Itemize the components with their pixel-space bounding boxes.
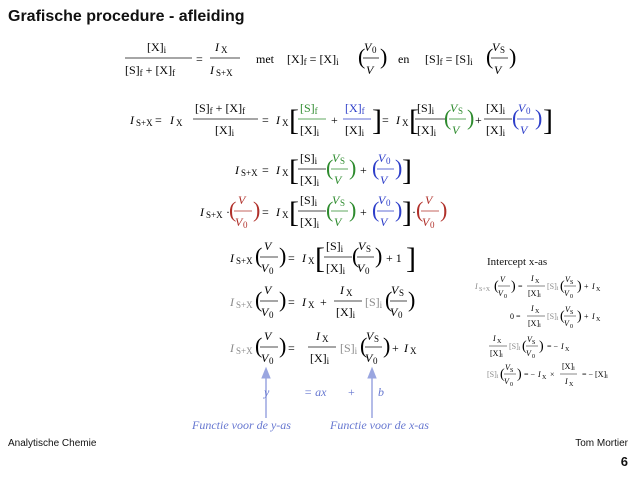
svg-text:V: V <box>378 151 386 165</box>
svg-text:S: S <box>570 310 574 316</box>
svg-text:): ) <box>253 197 261 222</box>
caption-x-axis: Functie voor de x-as <box>330 418 429 432</box>
svg-text:): ) <box>408 287 416 312</box>
intercept-derivation <box>474 274 608 388</box>
svg-text:[S]i: [S]i <box>340 341 358 356</box>
svg-text:[X]f = [X]i: [X]f = [X]i <box>287 52 339 67</box>
svg-text:+: + <box>320 295 327 309</box>
svg-text:I: I <box>276 113 280 127</box>
svg-text:): ) <box>349 155 357 180</box>
svg-text:): ) <box>383 333 391 358</box>
svg-text:0: 0 <box>269 356 274 366</box>
svg-text:[X]i: [X]i <box>345 123 365 138</box>
svg-text:(: ( <box>360 333 368 358</box>
svg-text:I: I <box>396 113 400 127</box>
equation-definition <box>125 40 516 78</box>
svg-text:X: X <box>542 375 547 381</box>
def-num: [X]i <box>147 40 167 55</box>
svg-text:V: V <box>366 63 374 77</box>
svg-text:[: [ <box>315 242 325 275</box>
svg-text:(: ( <box>486 44 494 69</box>
svg-text:0: 0 <box>570 324 573 330</box>
svg-text:V: V <box>518 101 526 115</box>
svg-text:(: ( <box>500 367 505 382</box>
page-number: 6 <box>620 454 628 469</box>
svg-text:=: = <box>262 113 269 127</box>
svg-text:X: X <box>596 287 601 293</box>
equation-row-6 <box>229 283 415 320</box>
svg-text:V: V <box>527 335 532 344</box>
svg-text:V: V <box>564 319 569 328</box>
equation-row-2 <box>129 101 553 138</box>
svg-text:[S]i: [S]i <box>365 295 383 310</box>
svg-text:V: V <box>332 151 340 165</box>
svg-text:I: I <box>592 312 595 321</box>
footer-author: Tom Mortier <box>575 438 628 449</box>
en-label: en <box>398 52 410 66</box>
svg-text:I: I <box>170 113 174 127</box>
svg-text:·: · <box>412 205 416 219</box>
svg-text:X: X <box>282 168 289 178</box>
svg-text:0 =: 0 = <box>510 312 521 321</box>
caption-y-axis: Functie voor de y-as <box>192 418 291 432</box>
equation-row-4 <box>199 193 447 230</box>
svg-text:[S]i: [S]i <box>547 282 559 292</box>
svg-text:]: ] <box>402 196 412 229</box>
svg-text:V: V <box>492 40 500 54</box>
svg-text:[S]i: [S]i <box>300 193 318 208</box>
svg-text:I: I <box>276 205 280 219</box>
svg-text:): ) <box>279 243 287 268</box>
svg-text:y: y <box>264 385 270 399</box>
svg-text:V: V <box>450 101 458 115</box>
svg-text:I: I <box>592 282 595 291</box>
svg-text:X: X <box>596 317 601 323</box>
svg-text:=: = <box>382 113 389 127</box>
svg-text:0: 0 <box>386 156 391 166</box>
svg-text:): ) <box>539 339 544 354</box>
svg-text:V: V <box>364 40 372 54</box>
svg-text:X: X <box>322 334 329 344</box>
svg-text:): ) <box>279 287 287 312</box>
svg-text:0: 0 <box>510 382 513 388</box>
svg-text:(: ( <box>326 197 334 222</box>
svg-text:0: 0 <box>269 266 274 276</box>
svg-text:[: [ <box>409 104 419 137</box>
svg-text:S: S <box>366 244 372 254</box>
svg-text:×: × <box>550 370 555 379</box>
svg-text:[X]i: [X]i <box>300 123 320 138</box>
svg-text:I: I <box>215 40 219 54</box>
svg-text:0: 0 <box>398 310 403 320</box>
svg-text:I: I <box>531 304 534 313</box>
svg-text:S+X: S+X <box>236 300 253 310</box>
svg-text:(: ( <box>326 155 334 180</box>
svg-text:V: V <box>357 261 365 275</box>
svg-text:I: I <box>561 342 564 351</box>
svg-text:X: X <box>535 309 540 315</box>
svg-text:V: V <box>334 215 342 229</box>
svg-text:+ 1: + 1 <box>386 251 402 265</box>
svg-text:S: S <box>458 106 464 116</box>
svg-text:[: [ <box>289 104 299 137</box>
svg-text:]: ] <box>372 104 382 137</box>
svg-text:): ) <box>440 197 448 222</box>
svg-text:0: 0 <box>373 356 378 366</box>
svg-text:=: = <box>262 163 269 177</box>
svg-text:X: X <box>308 256 315 266</box>
svg-text:S: S <box>532 340 536 346</box>
svg-text:): ) <box>511 279 516 294</box>
svg-text:S: S <box>500 45 506 55</box>
equation-row-5 <box>229 239 416 276</box>
equation-row-3 <box>234 151 412 188</box>
svg-text:V: V <box>358 239 366 253</box>
svg-text:S: S <box>510 368 514 374</box>
svg-text:S+X: S+X <box>136 118 153 128</box>
svg-text:X: X <box>535 279 540 285</box>
intercept-label: Intercept x-as <box>487 256 548 268</box>
svg-text:S+X: S+X <box>241 168 258 178</box>
svg-text:[S]f + [X]f: [S]f + [X]f <box>125 63 176 78</box>
met-label: met <box>256 52 274 66</box>
svg-text:V: V <box>520 123 528 137</box>
svg-text:·: · <box>226 205 230 219</box>
svg-text:(: ( <box>229 197 237 222</box>
svg-text:S: S <box>340 156 346 166</box>
svg-text:I: I <box>230 251 234 265</box>
svg-text:V: V <box>565 275 570 284</box>
svg-text:[X]i: [X]i <box>326 261 346 276</box>
svg-text:V: V <box>334 173 342 187</box>
svg-text:V: V <box>366 329 374 343</box>
svg-text:V: V <box>391 283 399 297</box>
svg-text:[S]i: [S]i <box>547 312 559 322</box>
svg-text:[: [ <box>289 154 299 187</box>
svg-text:I: I <box>302 251 306 265</box>
svg-text:= ax: = ax <box>304 385 327 399</box>
svg-text:[X]i: [X]i <box>300 215 320 230</box>
svg-text:[S]i: [S]i <box>509 342 521 352</box>
svg-text:=: = <box>288 251 295 265</box>
svg-text:S+X: S+X <box>236 256 253 266</box>
svg-text:[X]i: [X]i <box>300 173 320 188</box>
svg-text:V: V <box>505 363 510 372</box>
svg-text:[S]i: [S]i <box>300 151 318 166</box>
svg-text:V: V <box>332 193 340 207</box>
svg-text:(: ( <box>522 339 527 354</box>
svg-text:): ) <box>279 333 287 358</box>
svg-text:(: ( <box>560 279 565 294</box>
svg-text:0: 0 <box>570 294 573 300</box>
svg-text:V: V <box>380 173 388 187</box>
svg-text:= − [X]i: = − [X]i <box>582 370 608 380</box>
svg-text:+: + <box>392 341 399 355</box>
svg-text:I: I <box>340 283 344 297</box>
svg-text:): ) <box>517 367 522 382</box>
svg-text:(: ( <box>255 243 263 268</box>
svg-text:S+X: S+X <box>216 68 233 78</box>
svg-text:V: V <box>526 349 531 358</box>
svg-text:I: I <box>276 163 280 177</box>
svg-text:(: ( <box>372 197 380 222</box>
svg-text:V: V <box>261 351 269 365</box>
svg-text:V: V <box>425 193 433 207</box>
svg-text:V: V <box>390 305 398 319</box>
svg-text:I: I <box>493 334 496 343</box>
svg-text:V: V <box>452 123 460 137</box>
svg-text:): ) <box>349 197 357 222</box>
svg-text:X: X <box>410 346 417 356</box>
svg-text:[S]i: [S]i <box>326 239 344 254</box>
svg-text:S: S <box>374 334 380 344</box>
svg-text:X: X <box>346 288 353 298</box>
svg-text:+: + <box>348 385 355 399</box>
svg-text:]: ] <box>543 104 553 137</box>
svg-text:I: I <box>130 113 134 127</box>
svg-text:I: I <box>235 163 239 177</box>
svg-text:V: V <box>261 305 269 319</box>
svg-text:V: V <box>498 289 503 298</box>
svg-text:(: ( <box>560 309 565 324</box>
svg-text:): ) <box>395 155 403 180</box>
svg-text:I: I <box>404 341 408 355</box>
svg-text:X: X <box>221 45 228 55</box>
page-title: Grafische procedure - afleiding <box>8 8 245 25</box>
svg-text:S: S <box>340 198 346 208</box>
svg-text:0: 0 <box>532 354 535 360</box>
svg-text:[: [ <box>289 196 299 229</box>
svg-text:0: 0 <box>269 310 274 320</box>
svg-text:I: I <box>230 341 234 355</box>
svg-text:I: I <box>316 329 320 343</box>
svg-text:[S]i: [S]i <box>417 101 435 116</box>
svg-text:V: V <box>504 377 509 386</box>
svg-text:I: I <box>302 295 306 309</box>
svg-text:(: ( <box>416 197 424 222</box>
svg-text:S+X: S+X <box>479 287 491 293</box>
svg-text:= −: = − <box>524 370 536 379</box>
svg-text:+: + <box>475 113 482 127</box>
svg-text:I: I <box>538 370 541 379</box>
svg-text:): ) <box>395 197 403 222</box>
svg-text:[X]i: [X]i <box>336 305 356 320</box>
svg-text:V: V <box>264 239 272 253</box>
svg-text:=: = <box>288 341 295 355</box>
svg-text:V: V <box>264 283 272 297</box>
svg-text:X: X <box>565 347 570 353</box>
svg-text:0: 0 <box>386 198 391 208</box>
svg-text:X: X <box>176 118 183 128</box>
svg-text:=: = <box>518 282 523 291</box>
svg-text:(: ( <box>494 279 499 294</box>
svg-text:[X]i: [X]i <box>528 289 541 299</box>
footer-course: Analytische Chemie <box>8 438 97 449</box>
svg-text:X: X <box>497 339 502 345</box>
svg-text:0: 0 <box>504 294 507 300</box>
svg-text:[S]i: [S]i <box>487 370 499 380</box>
svg-text:+: + <box>360 205 367 219</box>
svg-text:): ) <box>509 44 517 69</box>
svg-text:): ) <box>577 279 582 294</box>
svg-text:V: V <box>378 193 386 207</box>
linear-form <box>263 385 384 399</box>
svg-text:X: X <box>569 382 574 388</box>
svg-text:[X]i: [X]i <box>490 349 503 359</box>
svg-text:(: ( <box>512 105 520 130</box>
svg-text:0: 0 <box>430 220 435 230</box>
svg-text:[X]i: [X]i <box>486 123 506 138</box>
svg-text:]: ] <box>402 154 412 187</box>
svg-text:+: + <box>360 163 367 177</box>
svg-text:V: V <box>565 305 570 314</box>
svg-text:V: V <box>422 215 430 229</box>
svg-text:(: ( <box>372 155 380 180</box>
svg-text:+: + <box>584 282 589 291</box>
svg-text:S: S <box>399 288 405 298</box>
svg-text:V: V <box>261 261 269 275</box>
svg-text:I: I <box>475 282 478 291</box>
svg-text:I: I <box>230 295 234 309</box>
svg-text:[X]f: [X]f <box>345 101 365 116</box>
svg-text:V: V <box>264 329 272 343</box>
svg-text:V: V <box>494 63 502 77</box>
equation-row-7 <box>229 329 417 366</box>
svg-text:[X]i: [X]i <box>528 319 541 329</box>
svg-text:S+X: S+X <box>206 210 223 220</box>
svg-text:0: 0 <box>243 220 248 230</box>
svg-text:V: V <box>564 289 569 298</box>
svg-text:=: = <box>196 52 203 66</box>
svg-text:[X]i: [X]i <box>562 362 575 372</box>
svg-text:): ) <box>375 243 383 268</box>
svg-text:0: 0 <box>372 45 377 55</box>
svg-text:X: X <box>282 118 289 128</box>
svg-text:= −: = − <box>547 342 559 351</box>
svg-text:X: X <box>282 210 289 220</box>
svg-text:=: = <box>262 205 269 219</box>
svg-text:(: ( <box>352 243 360 268</box>
svg-text:(: ( <box>385 287 393 312</box>
svg-text:=: = <box>155 113 162 127</box>
svg-text:(: ( <box>255 333 263 358</box>
svg-text:0: 0 <box>365 266 370 276</box>
svg-text:+: + <box>584 312 589 321</box>
svg-text:[X]i: [X]i <box>417 123 437 138</box>
svg-text:X: X <box>402 118 409 128</box>
svg-text:V: V <box>380 215 388 229</box>
svg-text:(: ( <box>255 287 263 312</box>
svg-text:V: V <box>238 193 246 207</box>
svg-text:V: V <box>365 351 373 365</box>
svg-text:[S]f = [S]i: [S]f = [S]i <box>425 52 473 67</box>
svg-text:X: X <box>308 300 315 310</box>
svg-text:I: I <box>565 377 568 386</box>
svg-text:): ) <box>577 309 582 324</box>
svg-text:=: = <box>288 295 295 309</box>
svg-text:[X]i: [X]i <box>486 101 506 116</box>
svg-text:I: I <box>200 205 204 219</box>
svg-text:]: ] <box>406 242 416 275</box>
svg-text:S+X: S+X <box>236 346 253 356</box>
svg-text:[X]i: [X]i <box>310 351 330 366</box>
svg-text:S: S <box>570 280 574 286</box>
svg-text:): ) <box>535 105 543 130</box>
svg-text:): ) <box>467 105 475 130</box>
svg-text:[X]i: [X]i <box>215 123 235 138</box>
svg-text:+: + <box>331 113 338 127</box>
svg-text:b: b <box>378 385 384 399</box>
svg-text:(: ( <box>444 105 452 130</box>
svg-text:[S]f: [S]f <box>300 101 318 116</box>
svg-text:I: I <box>210 63 214 77</box>
svg-text:I: I <box>531 274 534 283</box>
svg-text:): ) <box>380 44 388 69</box>
svg-text:0: 0 <box>526 106 531 116</box>
svg-text:(: ( <box>358 44 366 69</box>
svg-text:V: V <box>500 275 505 284</box>
svg-text:[S]f + [X]f: [S]f + [X]f <box>195 101 246 116</box>
svg-text:V: V <box>235 215 243 229</box>
